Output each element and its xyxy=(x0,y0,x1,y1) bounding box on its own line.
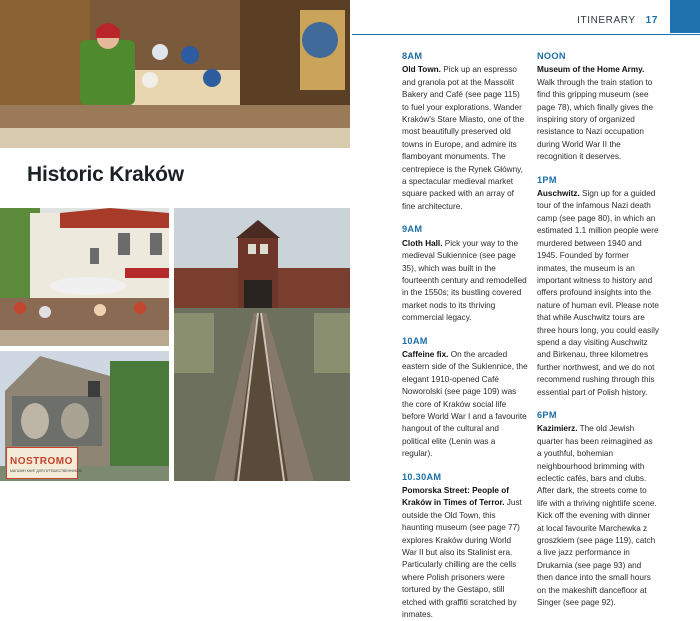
entry-text xyxy=(402,64,528,213)
entry-body: Pick your way to the medieval Sukiennice (see page 35), which was built in the fourteenth century and remodelled in the 1550s; its bustling covered market nods to its thriving commercial legacy. xyxy=(402,238,527,323)
section-name: ITINERARY xyxy=(577,15,636,26)
publisher-logo xyxy=(6,447,82,479)
itinerary-column-1 xyxy=(402,50,528,621)
page-title: Historic Kraków xyxy=(27,163,184,186)
entry-time: NOON xyxy=(537,51,566,61)
logo-brand: NOSTROMO xyxy=(10,456,73,467)
entry-text xyxy=(402,485,528,621)
entry-body: Walk through the train station to find this gripping museum (see page 78), which finally gives the inspiring story of organized resistance to Nazi occupation during World War II the recognition it deserves. xyxy=(537,77,654,162)
entry-text xyxy=(537,423,659,609)
entry-time: 8AM xyxy=(402,51,423,61)
entry-text xyxy=(402,349,528,461)
entry-lead: Old Town. xyxy=(402,65,441,75)
photo-cafe-square xyxy=(0,208,169,346)
entry-body: The old Jewish quarter has been reimagined as a youthful, bohemian neighbourhood brimming with eclectic cafés, bars and clubs. After dark, the streets come to life with a thriving nightlife scene. Kick off the evening with dinner at local favourite Marchewka z groszkiem (see page 119), catch a live jazz performance in Drukarnia (see page 93) and then dance into the small hours on the makeshift dancefloor at Singer (see page 92). xyxy=(537,424,657,608)
entry-time: 10.30AM xyxy=(402,471,442,482)
page-number: 17 xyxy=(645,15,658,26)
entry-lead: Pomorska Street: People of Kraków in Times of Terror. xyxy=(402,486,509,508)
itinerary-column-2 xyxy=(537,50,659,609)
entry-time: 10AM xyxy=(402,335,428,346)
entry-text xyxy=(402,238,528,325)
entry-body: On the arcaded eastern side of the Sukiennice, the elegant 1910-opened Café Noworolski (see page 109) was the core of Kraków social life before World War I and a favourite hangout of the cultural and political elite (Lenin was a regular). xyxy=(402,349,528,459)
entry-time: 9AM xyxy=(402,224,423,235)
entry-lead: Auschwitz. xyxy=(537,189,580,199)
entry-lead: Cloth Hall. xyxy=(402,238,443,248)
entry-text xyxy=(537,188,659,399)
running-header xyxy=(577,15,658,26)
entry-lead: Caffeine fix. xyxy=(402,349,449,359)
entry-time: 6PM xyxy=(537,409,557,420)
entry-body: Pick up an espresso and granola pot at the Massolit Bakery and Café (see page 115) to fuel your explorations. Wander Kraków's Stare Miasto, one of the most beautifully preserved old towns in Europe, and admire its flamboyant monuments. The centrepiece is the Rynek Główny, a spectacular medieval market square packed with an array of fine architecture. xyxy=(402,65,525,211)
entry-body: Just outside the Old Town, this haunting museum (see page 77) explores Kraków during World War II but also its Stalinist era. Particularly chilling are the cells where Polish prisoners were tortured by the Gestapo, still etched with graffiti scratched by inmates. xyxy=(402,498,522,620)
photo-auschwitz-gate xyxy=(174,208,350,481)
entry-body: Sign up for a guided tour of the infamous Nazi death camp (see page 80), in which an estimated 1.1 million people were murdered between 1940 and 1945. Founded by former inmates, the museum is an important witness to history and offers profound insights into the nature of human evil. Please note that while Auschwitz tours are three hours long, you could easily spend a day visiting Auschwitz and Birkenau, three kilometres further northwest, and we do not recommend rushing through this essential part of Polish history. xyxy=(537,189,659,397)
entry-lead: Museum of the Home Army. xyxy=(537,65,645,75)
logo-tagline: МАГАЗИН КНИГ ДЛЯ ПУТЕШЕСТВЕННИКОВ xyxy=(10,469,82,473)
entry-lead: Kazimierz. xyxy=(537,424,578,434)
entry-text xyxy=(537,64,659,163)
header-rule xyxy=(352,34,700,35)
section-tab xyxy=(670,0,700,33)
photo-market-stall xyxy=(0,0,350,148)
entry-time: 1PM xyxy=(537,174,557,185)
